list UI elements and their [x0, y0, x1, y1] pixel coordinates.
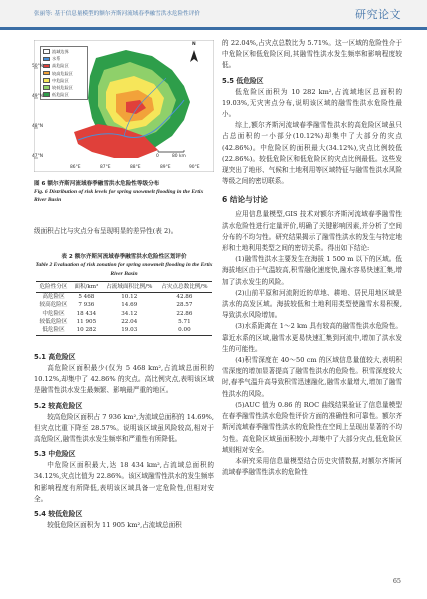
section-text: 较高危险区面积占 7 936 km²,为流域总面积的 14.69%,但灾点比重下降至 28.57%。说明该区域虽风险较高,相对于高危险区,融雪性洪水发生频率和严重性有所降低。 [34, 412, 214, 444]
table-row: 较高危险区 7 936 14.69 28.57 [39, 302, 193, 309]
section-text: 低危险区面积为 10 282 km²,占流域地区总面积的 19.03%,无灾害点分布,说明该区域的融雪性洪水危险性最小。 [222, 87, 402, 119]
section-heading: 5.5 低危险区 [222, 76, 264, 85]
lon-label: 87°E [100, 165, 111, 170]
col-header: 面积/km² [71, 282, 102, 293]
legend-item: 较低危险区 [43, 84, 85, 91]
section-text: 高危险区面积最少(仅为 5 468 km²,占流域总面积的 10.12%,却集中了 42.86% 的灾点。高比例灾点,表明该区域是融雪性洪水发生最频繁、影响最严重的地区。 [34, 364, 214, 395]
section-text: 中危险区面积最大,达 18 434 km²,占流域总面积的 34.12%,灾点比值为 22.86%。该区域融雪性洪水的发生频率和影响程度有所降低,表明该区域具备一定危险性,但相对安全。 [34, 461, 214, 503]
risk-table [36, 281, 212, 336]
lon-label: 89°E [160, 165, 171, 170]
col-header: 占流域面积比例/% [102, 282, 157, 293]
lat-label: 49°N [32, 94, 44, 99]
header-rule [0, 27, 427, 30]
legend-item: 较高危险区 [43, 70, 85, 77]
legend-item: 低危险区 [43, 91, 85, 98]
table-row: 低危险区 10 282 19.03 0.00 [36, 326, 212, 336]
paragraph: 的 22.04%,占灾点总数比为 5.71%。这一区域的危险性介于中危险区和低危险区间,其融雪性洪水发生频率和影响程度较低。 [222, 39, 402, 70]
section-heading: 6 结论与讨论 [222, 195, 268, 205]
table-caption [34, 253, 214, 278]
table-caption-en: Table 2 Evaluation of risk zonation for spring snowmelt flooding in the Ertix River Basin [35, 262, 213, 277]
lon-label: 86°E [70, 165, 81, 170]
right-column [222, 38, 402, 478]
table-caption-cn: 表 2 额尔齐斯河流域春季融雪洪水危险性区划评价 [61, 254, 187, 260]
table-header-row [36, 282, 212, 293]
map-legend [40, 46, 88, 100]
page-number: 65 [392, 577, 401, 585]
left-sections [34, 348, 214, 531]
section-heading: 5.1 高危险区 [34, 353, 76, 361]
intro-paragraph [34, 226, 214, 237]
scale-value: 80 km [172, 154, 186, 159]
paragraph: (1)融雪性洪水主要发生在海拔 1 500 m 以下的区域。低海拔地区由于气温较高,积雪融化速度快,融水容易快速汇集,增加了洪水发生的风险。 [222, 255, 402, 286]
table-row: 高危险区 5 468 10.12 42.86 [42, 294, 193, 301]
paragraph: 综上,额尔齐斯河流域春季融雪性洪水的高危险区域虽只占总面积的一小部分(10.12%)却集中了大部分的灾点(42.86%)。中危险区的面积最大(34.12%),灾点比例较低(22.86%)。较低危险区和低危险区的灾点比例最低。这些发现突出了地形、气候和土地利用等区域特征与融雪性洪水风险等级之间的密切联系。 [222, 121, 402, 186]
lat-label: 48°N [32, 124, 44, 129]
legend-item: 流域边界 [43, 48, 85, 55]
section-tag: 研究论文 [355, 8, 401, 21]
lon-label: 90°E [189, 165, 200, 170]
section-heading: 5.2 较高危险区 [34, 401, 83, 410]
table-row: 较低危险区 11 905 22.04 5.71 [39, 318, 191, 325]
section-heading: 5.3 中危险区 [34, 450, 76, 459]
paragraph: (5)AUC 值为 0.86 的 ROC 曲线结果验证了信息量模型在春季融雪性洪水危险性评价方面的准确性和可靠性。额尔齐斯河流域春季融雪性洪水的危险性在空间上呈现出显著的不均匀性。高危险区域虽面积较小,却集中了大部分灾点,低危险区域则相对安全。 [222, 400, 402, 454]
north-label: N [192, 42, 196, 47]
page-header [0, 0, 427, 27]
legend-item: 高危险区 [43, 62, 85, 69]
scale-zero: 0 [156, 154, 159, 159]
paragraph: 本研究采用信息量模型结合历史灾情数据,对额尔齐斯河流域春季融雪性洪水的危险性 [222, 456, 402, 477]
paragraph: 应用信息量模型,GIS 技术对额尔齐斯河流域春季融雪性洪水危险性进行定量评价,明确了关键影响因素,并分析了空间分布的不均匀性。研究结果揭示了融雪性洪水的发生与特定地形和土地利用类型之间的密切关系。得出如下结论: [222, 210, 402, 253]
section-heading: 5.4 较低危险区 [34, 510, 83, 519]
running-head: 张丽等: 基于信息量模型的额尔齐斯河流域春季融雪洪水危险性评价 [34, 11, 200, 17]
paragraph: (4)积雪深度在 40～50 cm 的区域信息量值较大,表明积雪深度的增加显著提高了融雪性洪水的危险性。积雪深度较大时,春季气温升高导致积雪迅速融化,融雪水量增大,增加了融雪性洪水的风险。 [222, 356, 402, 398]
figure-caption-en: Fig. 6 Distribution of risk levels for spring snowmelt flooding in the Ertix River Basin [34, 189, 204, 204]
col-header: 危险性分区 [36, 282, 71, 293]
legend-item: 水系 [43, 55, 85, 62]
paragraph: (2)山前平原和河流附近的草地、耕地、居民用地区域是洪水的高发区域。海拔较低和土地利用类型使融雪水易积聚,导致洪水风险增加。 [222, 288, 402, 320]
figure-caption [34, 180, 214, 205]
paragraph: (3)水系距离在 1～2 km 具有较高的融雪性洪水危险性。靠近水系的区域,融雪水更易快速汇集到河流中,增加了洪水发生的可能性。 [222, 322, 402, 353]
figure-caption-cn: 图 6 额尔齐斯河流域春季融雪洪水危险性等级分布 [34, 181, 160, 187]
col-header: 占灾点总数比例/% [157, 282, 212, 293]
risk-map-figure [34, 40, 214, 172]
lat-label: 47°N [32, 154, 44, 159]
table-row: 中危险区 18 434 34.12 22.86 [42, 310, 193, 317]
intro-text: 级面积占比与灾点分布呈现明显的差异性(表 2)。 [34, 227, 178, 235]
lon-label: 88°E [130, 165, 141, 170]
section-text: 较低危险区面积为 11 905 km²,占流域总面积 [47, 521, 182, 530]
lat-label: 50°N [32, 64, 44, 69]
legend-item: 中危险区 [43, 77, 85, 84]
